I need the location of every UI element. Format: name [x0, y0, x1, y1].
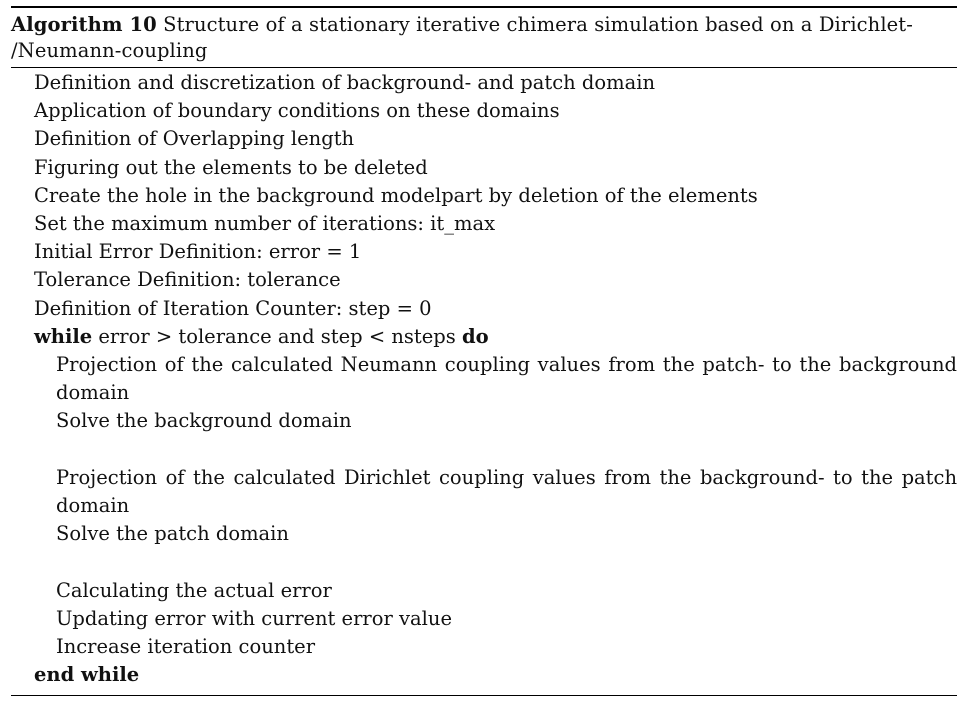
step-line: Initial Error Definition: error = 1: [34, 240, 362, 264]
step-line: Set the maximum number of iterations: it_max: [34, 212, 496, 236]
algorithm-body: [11, 68, 964, 689]
end-while-line: end while: [34, 663, 140, 687]
step-line: Create the hole in the background modelpart by deletion of the elements: [34, 183, 758, 207]
algorithm-block: [11, 6, 964, 696]
algorithm-caption: [11, 8, 957, 64]
blank-line: [11, 436, 957, 464]
algorithm-label: Algorithm 10: [11, 13, 157, 36]
loop-step-line: Calculating the actual error: [56, 578, 332, 602]
loop-step-line: Projection of the calculated Dirichlet coupling values from the background- to the patch domain: [56, 465, 964, 518]
keyword-do: do: [462, 324, 489, 348]
while-line: [11, 323, 957, 351]
keyword-while: while: [34, 324, 93, 348]
step-line: Figuring out the elements to be deleted: [34, 155, 428, 179]
loop-step-line: Projection of the calculated Neumann coupling values from the patch- to the background domain: [56, 353, 964, 405]
blank-line: [11, 548, 957, 576]
loop-step-line: Increase iteration counter: [56, 635, 316, 659]
loop-condition: error > tolerance and step < nsteps: [98, 324, 456, 348]
loop-step-line: Updating error with current error value: [56, 606, 452, 630]
caption-text-line1: Structure of a stationary iterative chimera simulation based on a Dirichlet-: [163, 13, 913, 36]
step-line: Definition of Overlapping length: [34, 127, 355, 151]
caption-text-line2: /Neumann-coupling: [11, 39, 208, 62]
step-line: Tolerance Definition: tolerance: [34, 268, 341, 292]
loop-step-line: Solve the background domain: [56, 409, 352, 433]
step-line: Definition and discretization of background- and patch domain: [34, 71, 656, 94]
bottom-rule: [11, 695, 957, 696]
step-line: Definition of Iteration Counter: step = 0: [34, 296, 432, 320]
step-line: Application of boundary conditions on these domains: [34, 99, 560, 123]
loop-step-line: Solve the patch domain: [56, 522, 289, 546]
